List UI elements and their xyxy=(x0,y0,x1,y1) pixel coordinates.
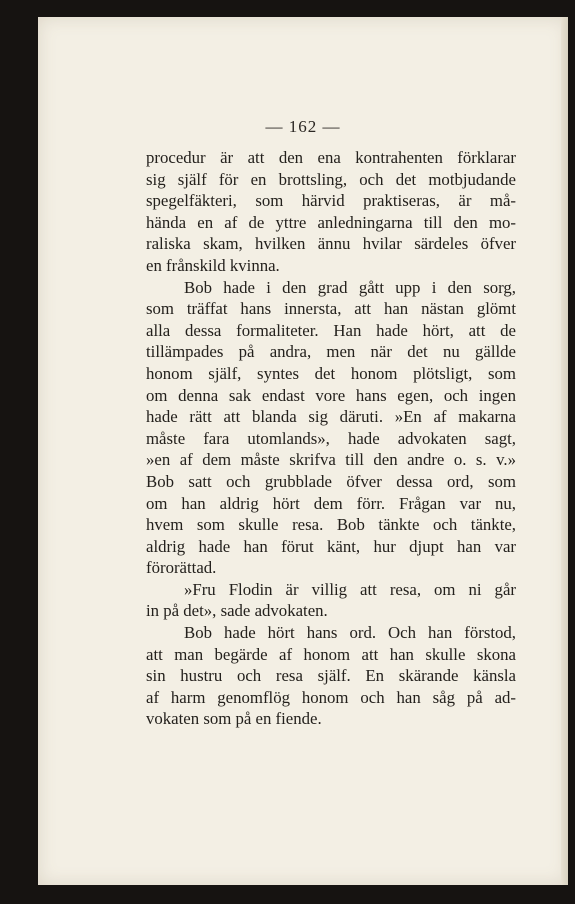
text-line: att man begärde af honom att han skulle skona xyxy=(146,644,516,664)
text-line: af harm genomflög honom och han såg på ad- xyxy=(146,687,516,707)
text-line: raliska skam, hvilken ännu hvilar särdeles öfver xyxy=(146,234,516,254)
text-line: in på det», sade advokaten. xyxy=(146,601,328,621)
text-line: tillämpades på andra, men när det nu gällde xyxy=(146,342,516,362)
text-line: »Fru Flodin är villig att resa, om ni går xyxy=(184,579,516,599)
paragraph xyxy=(146,277,516,579)
text-line: som träffat hans innersta, att han nästan glömt xyxy=(146,299,516,319)
text-line: en frånskild kvinna. xyxy=(146,255,280,275)
text-line: spegelfäkteri, som härvid praktiseras, är må- xyxy=(146,191,516,211)
text-line: honom själf, syntes det honom plötsligt, som xyxy=(146,363,516,383)
paragraph xyxy=(146,622,516,730)
text-line: förorättad. xyxy=(146,558,217,578)
text-line: sig själf för en brottsling, och det motbjudande xyxy=(146,169,516,189)
text-line: alla dessa formaliteter. Han hade hört, att de xyxy=(146,320,516,340)
text-line: hvem som skulle resa. Bob tänkte och tänkte, xyxy=(146,515,516,535)
text-line: hade rätt att blanda sig däruti. »En af makarna xyxy=(146,407,516,427)
text-line: »en af dem måste skrifva till den andre o. s. v.» xyxy=(146,450,516,470)
book-page xyxy=(38,17,568,885)
text-line: Bob hade i den grad gått upp i den sorg, xyxy=(184,277,516,297)
text-line: måste fara utomlands», hade advokaten sagt, xyxy=(146,428,516,448)
paragraph xyxy=(146,147,516,277)
text-line: Bob hade hört hans ord. Och han förstod, xyxy=(184,623,516,643)
paragraph xyxy=(146,579,516,622)
page-number: — 162 — xyxy=(265,117,341,136)
text-line: vokaten som på en fiende. xyxy=(146,709,322,729)
page-edge xyxy=(561,17,568,885)
text-line: Bob satt och grubblade öfver dessa ord, som xyxy=(146,471,516,491)
text-line: hända en af de yttre anledningarna till den mo- xyxy=(146,212,516,232)
text-line: aldrig hade han förut känt, hur djupt han var xyxy=(146,536,516,556)
text-line: om han aldrig hört dem förr. Frågan var nu, xyxy=(146,493,516,513)
text-line: sin hustru och resa själf. En skärande känsla xyxy=(146,666,516,686)
body-text xyxy=(146,147,516,730)
text-line: om denna sak endast vore hans egen, och ingen xyxy=(146,385,516,405)
text-line: procedur är att den ena kontrahenten förklarar xyxy=(146,148,516,167)
